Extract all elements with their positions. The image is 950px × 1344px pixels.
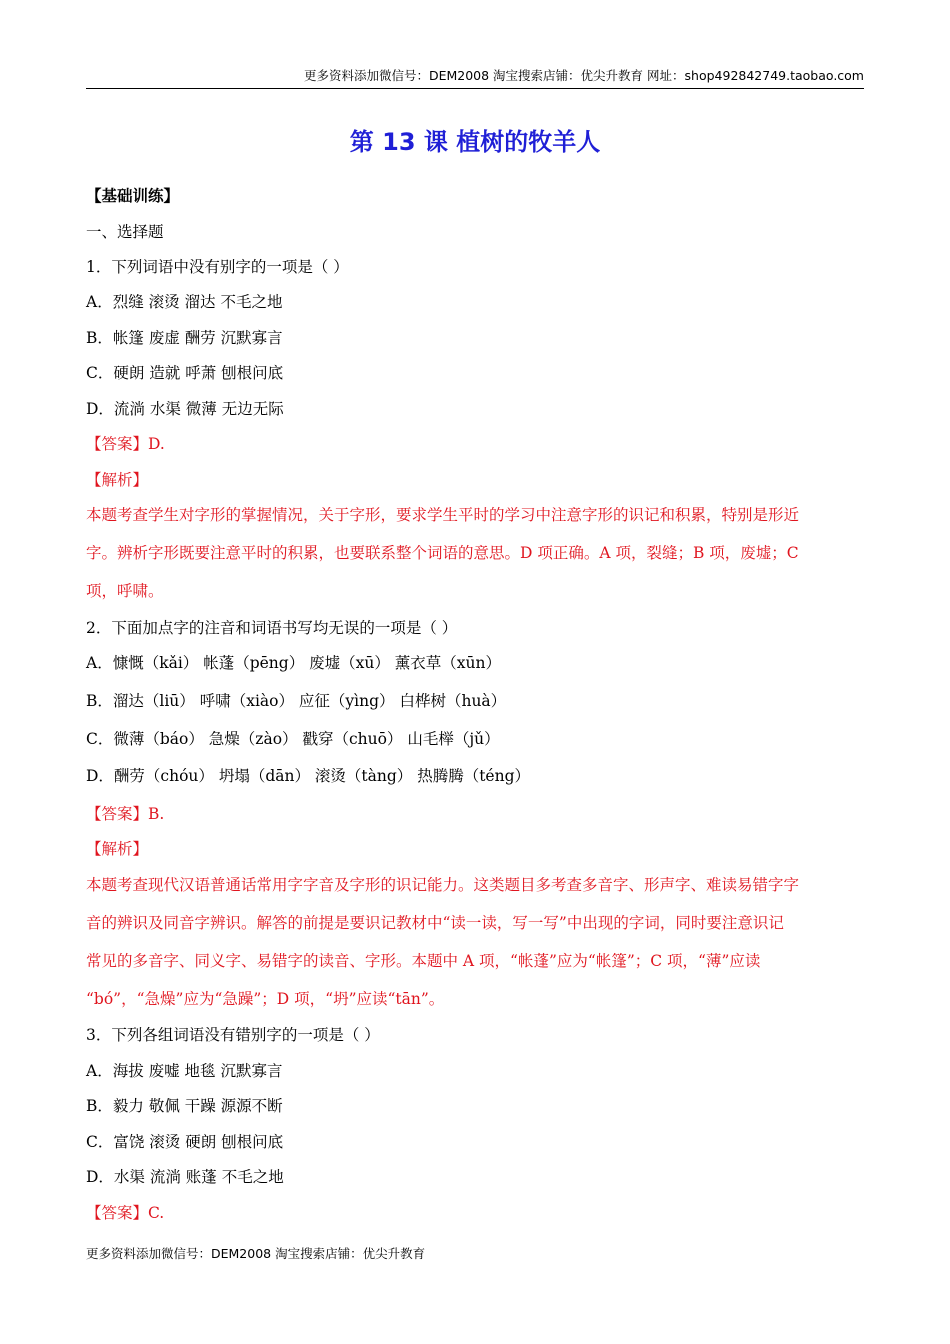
q2-explanation-line-2: 音的辨识及同音字辨识。解答的前提是要识记教材中“读一读，写一写”中出现的字词，同时要注意识记	[86, 914, 784, 932]
q3-option-a: A．海拔 废嘘 地毯 沉默寡言	[86, 1062, 283, 1080]
q2-answer: 【答案】B.	[86, 805, 165, 823]
q2-explanation-line-3: 常见的多音字、同义字、易错字的读音、字形。本题中 A 项，“帐蓬”应为“帐篷”；C 项，“薄”应读	[86, 952, 761, 970]
q2-stem: 2．下面加点字的注音和词语书写均无误的一项是（ ）	[86, 619, 458, 637]
q2-analysis-label: 【解析】	[86, 840, 149, 858]
q1-explanation-line-1: 本题考查学生对字形的掌握情况，关于字形，要求学生平时的学习中注意字形的识记和积累，特别是形近	[86, 506, 800, 524]
q1-explanation-line-3: 项，呼啸。	[86, 582, 164, 600]
q2-option-d: D．酬劳（chóu） 坍塌（dān） 滚烫（tàng） 热腾腾（téng）	[86, 767, 531, 785]
q3-option-c: C．富饶 滚烫 硬朗 刨根问底	[86, 1133, 284, 1151]
q3-option-b: B．毅力 敬佩 干躁 源源不断	[86, 1097, 283, 1115]
q1-stem: 1．下列词语中没有别字的一项是（ ）	[86, 258, 349, 276]
q3-stem: 3．下列各组词语没有错别字的一项是（ ）	[86, 1026, 380, 1044]
q3-option-d: D．水渠 流淌 账蓬 不毛之地	[86, 1168, 284, 1186]
page-header: 更多资料添加微信号：DEM2008 淘宝搜索店铺：优尖升教育 网址：shop492842749.taobao.com	[86, 66, 864, 89]
q2-explanation-line-1: 本题考查现代汉语普通话常用字字音及字形的识记能力。这类题目多考查多音字、形声字、难读易错字字	[86, 876, 800, 894]
q3-answer: 【答案】C.	[86, 1204, 165, 1222]
q2-option-a: A．慷慨（kǎi） 帐蓬（pēng） 废墟（xū） 薰衣草（xūn）	[86, 654, 501, 672]
q1-explanation-line-2: 字。辨析字形既要注意平时的积累，也要联系整个词语的意思。D 项正确。A 项，裂缝；B 项，废墟；C	[86, 544, 799, 562]
q2-option-b: B．溜达（liū） 呼啸（xiào） 应征（yìng） 白桦树（huà）	[86, 692, 507, 710]
q2-option-c: C．微薄（báo） 急燥（zào） 戳穿（chuō） 山毛榉（jǔ）	[86, 730, 500, 748]
q1-option-b: B．帐篷 废虚 酬劳 沉默寡言	[86, 329, 283, 347]
q1-option-c: C．硬朗 造就 呼萧 刨根问底	[86, 364, 284, 382]
page-footer: 更多资料添加微信号：DEM2008 淘宝搜索店铺：优尖升教育	[86, 1246, 426, 1261]
page-title: 第 13 课 植树的牧羊人	[349, 128, 601, 156]
q1-answer: 【答案】D.	[86, 435, 165, 453]
q1-option-a: A．烈缝 滚烫 溜达 不毛之地	[86, 293, 283, 311]
part-heading: 一、选择题	[86, 223, 164, 241]
section-heading: 【基础训练】	[86, 186, 180, 205]
q1-option-d: D．流淌 水渠 微薄 无边无际	[86, 400, 284, 418]
q1-analysis-label: 【解析】	[86, 471, 149, 489]
q2-explanation-line-4: “bó”，“急燥”应为“急躁”；D 项，“坍”应读“tān”。	[86, 990, 445, 1008]
